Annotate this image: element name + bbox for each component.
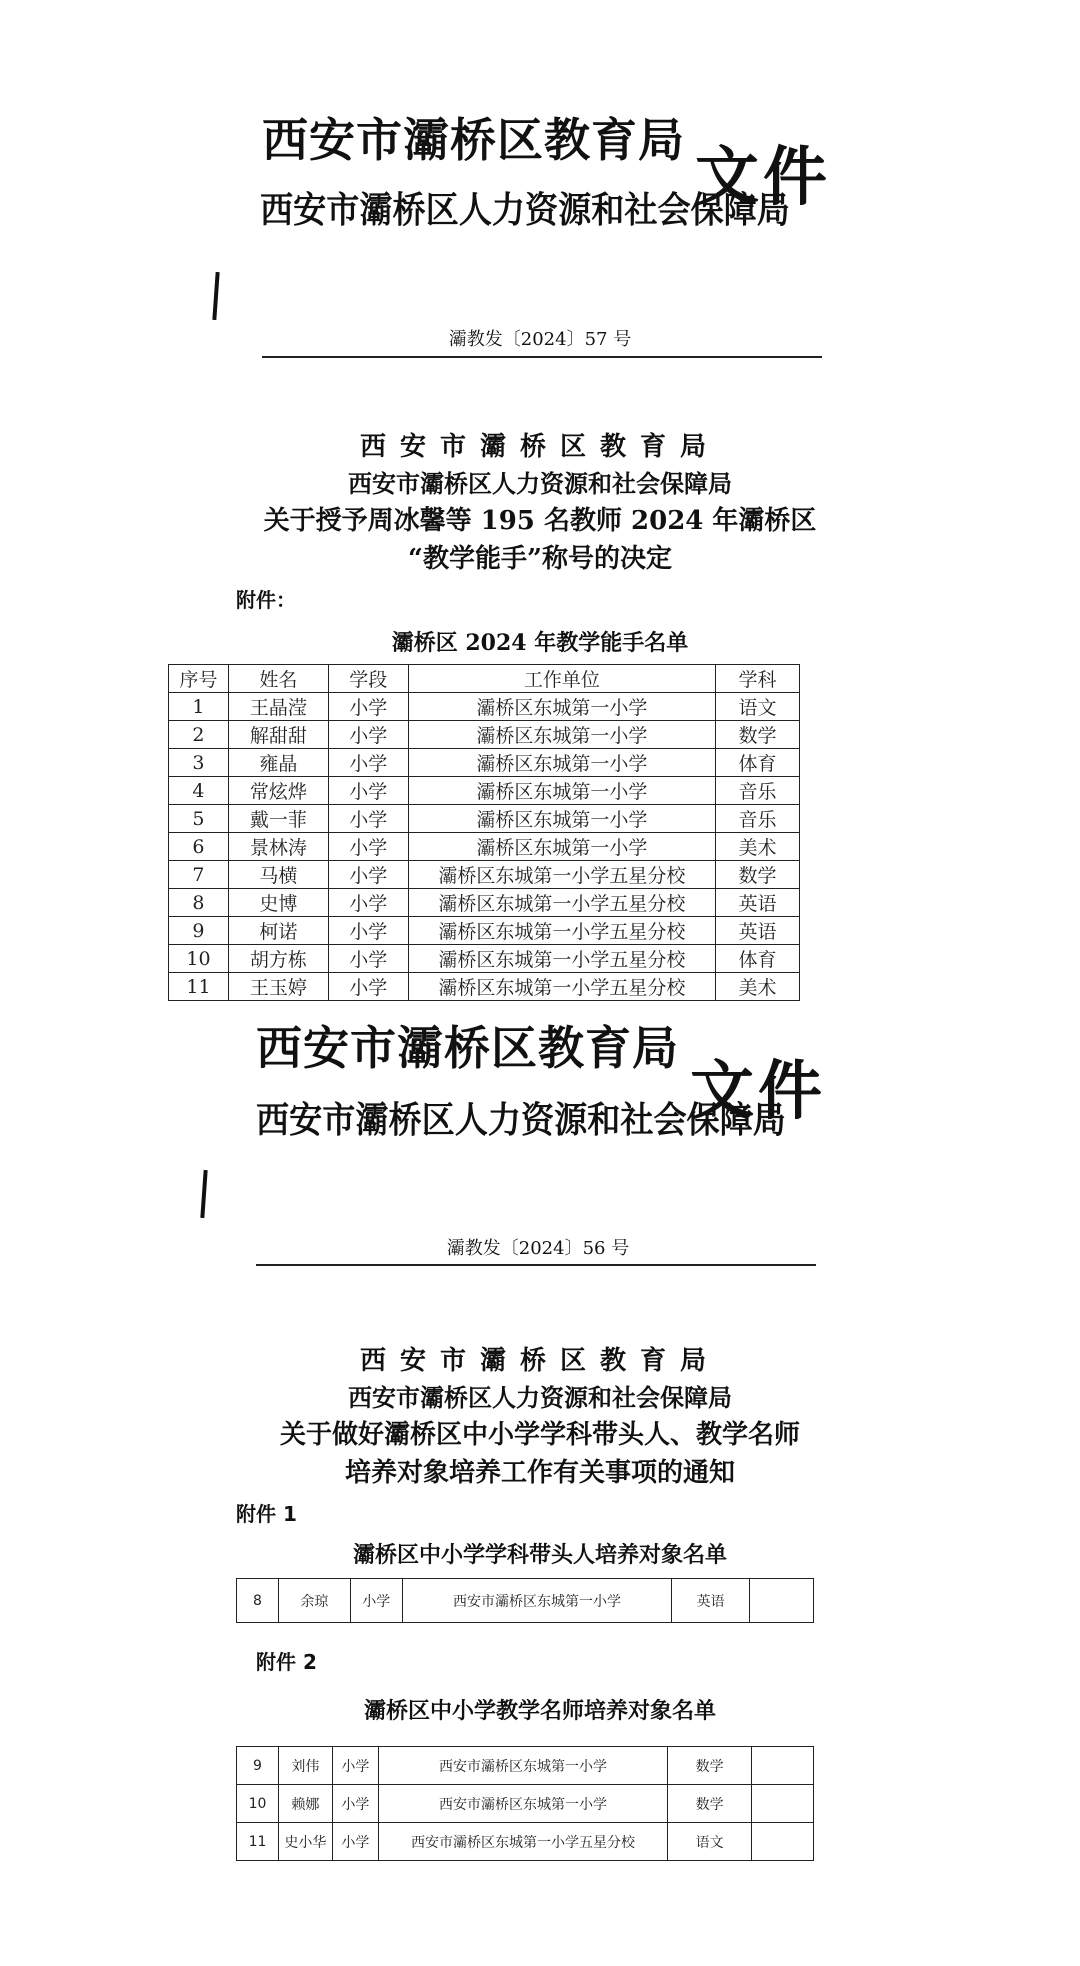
header-level: 学段	[328, 665, 408, 693]
document-number: 灞教发〔2024〕57 号	[448, 329, 632, 350]
cell-subject: 体育	[716, 945, 800, 973]
cell-index: 9	[237, 1747, 279, 1785]
cell-subject: 体育	[716, 749, 800, 777]
cell-index: 1	[169, 693, 229, 721]
cell-name: 柯诺	[228, 917, 328, 945]
cell-workplace: 灞桥区东城第一小学	[408, 777, 715, 805]
cell-level: 小学	[328, 805, 408, 833]
cell-name: 王玉婷	[228, 973, 328, 1001]
notice-title-line3: 关于做好灞桥区中小学学科带头人、教学名师	[279, 1420, 800, 1450]
cell-subject: 英语	[716, 889, 800, 917]
table-row	[237, 1823, 814, 1861]
issuer-education-bureau: 西安市灞桥区教育局	[262, 113, 685, 167]
issuer-hr-bureau: 西安市灞桥区人力资源和社会保障局	[256, 1099, 786, 1141]
notice-title-line4: 培养对象培养工作有关事项的通知	[344, 1458, 735, 1488]
wenjian-label: 文件	[690, 1054, 826, 1129]
cell-index: 8	[237, 1579, 279, 1623]
cell-level: 小学	[328, 889, 408, 917]
cell-name: 刘伟	[278, 1747, 332, 1785]
table-header-row	[169, 665, 800, 693]
document-56	[0, 1010, 1080, 1966]
cell-index: 8	[169, 889, 229, 917]
cell-level: 小学	[332, 1785, 378, 1823]
teaching-expert-table	[168, 664, 800, 1001]
cell-level: 小学	[350, 1579, 402, 1623]
cell-subject: 音乐	[716, 777, 800, 805]
cell-workplace: 灞桥区东城第一小学	[408, 693, 715, 721]
cell-level: 小学	[328, 945, 408, 973]
attachment-label: 附件：	[236, 588, 296, 612]
attachment2-label: 附件 2	[256, 1650, 317, 1674]
cell-level: 小学	[328, 861, 408, 889]
cell-name: 余琼	[278, 1579, 350, 1623]
table-row	[169, 973, 800, 1001]
cell-level: 小学	[328, 749, 408, 777]
cell-subject: 美术	[716, 973, 800, 1001]
cell-name: 史小华	[278, 1823, 332, 1861]
table-row	[169, 805, 800, 833]
cell-index: 4	[169, 777, 229, 805]
margin-mark	[212, 272, 219, 320]
cell-index: 11	[237, 1823, 279, 1861]
attachment1-label: 附件 1	[236, 1502, 297, 1526]
cell-level: 小学	[328, 693, 408, 721]
cell-workplace: 西安市灞桥区东城第一小学	[378, 1747, 667, 1785]
cell-workplace: 灞桥区东城第一小学五星分校	[408, 861, 715, 889]
cell-name: 胡方栋	[228, 945, 328, 973]
cell-subject: 语文	[716, 693, 800, 721]
subject-leader-table	[236, 1578, 814, 1623]
cell-workplace: 西安市灞桥区东城第一小学五星分校	[378, 1823, 667, 1861]
cell-name: 赖娜	[278, 1785, 332, 1823]
table-row	[169, 749, 800, 777]
cell-workplace: 西安市灞桥区东城第一小学	[378, 1785, 667, 1823]
table-row	[169, 833, 800, 861]
document-number: 灞教发〔2024〕56 号	[446, 1238, 630, 1259]
table-row	[237, 1579, 814, 1623]
cell-level: 小学	[328, 973, 408, 1001]
cell-index: 10	[237, 1785, 279, 1823]
notice-title-line1: 西安市灞桥区教育局	[359, 1346, 720, 1376]
table-row	[169, 721, 800, 749]
margin-mark	[200, 1170, 207, 1218]
table-row	[169, 917, 800, 945]
cell-name: 景林涛	[228, 833, 328, 861]
decision-title-line1: 西安市灞桥区教育局	[359, 432, 720, 462]
cell-workplace: 灞桥区东城第一小学五星分校	[408, 945, 715, 973]
cell-workplace: 灞桥区东城第一小学	[408, 721, 715, 749]
cell-subject: 数学	[716, 721, 800, 749]
cell-name: 戴一菲	[228, 805, 328, 833]
cell-level: 小学	[328, 777, 408, 805]
cell-empty	[752, 1785, 814, 1823]
cell-index: 10	[169, 945, 229, 973]
issuer-education-bureau: 西安市灞桥区教育局	[256, 1021, 679, 1075]
cell-index: 2	[169, 721, 229, 749]
cell-workplace: 灞桥区东城第一小学	[408, 805, 715, 833]
cell-subject: 美术	[716, 833, 800, 861]
cell-name: 马横	[228, 861, 328, 889]
header-index: 序号	[169, 665, 229, 693]
cell-subject: 语文	[668, 1823, 752, 1861]
cell-level: 小学	[328, 721, 408, 749]
decision-title-line4: “教学能手”称号的决定	[408, 544, 672, 574]
cell-workplace: 灞桥区东城第一小学五星分校	[408, 917, 715, 945]
table-row	[169, 945, 800, 973]
cell-index: 5	[169, 805, 229, 833]
cell-index: 3	[169, 749, 229, 777]
table-row	[169, 889, 800, 917]
cell-workplace: 灞桥区东城第一小学	[408, 749, 715, 777]
cell-level: 小学	[332, 1823, 378, 1861]
wenjian-label: 文件	[695, 140, 831, 215]
cell-name: 常炫烨	[228, 777, 328, 805]
header-subject: 学科	[716, 665, 800, 693]
list2-title: 灞桥区中小学教学名师培养对象名单	[363, 1698, 716, 1724]
cell-empty	[752, 1823, 814, 1861]
cell-subject: 数学	[716, 861, 800, 889]
cell-level: 小学	[332, 1747, 378, 1785]
cell-index: 7	[169, 861, 229, 889]
cell-name: 史博	[228, 889, 328, 917]
list-title: 灞桥区 2024 年教学能手名单	[391, 630, 689, 656]
cell-level: 小学	[328, 833, 408, 861]
cell-name: 雍晶	[228, 749, 328, 777]
cell-subject: 数学	[668, 1785, 752, 1823]
table-row	[237, 1785, 814, 1823]
list1-title: 灞桥区中小学学科带头人培养对象名单	[352, 1542, 727, 1568]
cell-empty	[750, 1579, 814, 1623]
notice-title-line2: 西安市灞桥区人力资源和社会保障局	[348, 1383, 732, 1412]
header-workplace: 工作单位	[408, 665, 715, 693]
cell-index: 6	[169, 833, 229, 861]
table-row	[169, 777, 800, 805]
cell-workplace: 灞桥区东城第一小学	[408, 833, 715, 861]
cell-workplace: 灞桥区东城第一小学五星分校	[408, 973, 715, 1001]
header-name: 姓名	[228, 665, 328, 693]
cell-subject: 音乐	[716, 805, 800, 833]
table-row	[237, 1747, 814, 1785]
table-row	[169, 861, 800, 889]
cell-name: 王晶滢	[228, 693, 328, 721]
master-teacher-table	[236, 1746, 814, 1861]
header-divider	[256, 1264, 816, 1266]
cell-subject: 英语	[672, 1579, 750, 1623]
issuer-hr-bureau: 西安市灞桥区人力资源和社会保障局	[260, 189, 790, 231]
cell-name: 解甜甜	[228, 721, 328, 749]
cell-index: 11	[169, 973, 229, 1001]
cell-subject: 英语	[716, 917, 800, 945]
cell-subject: 数学	[668, 1747, 752, 1785]
header-divider	[262, 356, 822, 358]
decision-title-line2: 西安市灞桥区人力资源和社会保障局	[348, 469, 732, 498]
cell-level: 小学	[328, 917, 408, 945]
table-row	[169, 693, 800, 721]
decision-title-line3: 关于授予周冰馨等 195 名教师 2024 年灞桥区	[263, 506, 817, 536]
cell-empty	[752, 1747, 814, 1785]
cell-index: 9	[169, 917, 229, 945]
cell-workplace: 西安市灞桥区东城第一小学	[402, 1579, 671, 1623]
cell-workplace: 灞桥区东城第一小学五星分校	[408, 889, 715, 917]
